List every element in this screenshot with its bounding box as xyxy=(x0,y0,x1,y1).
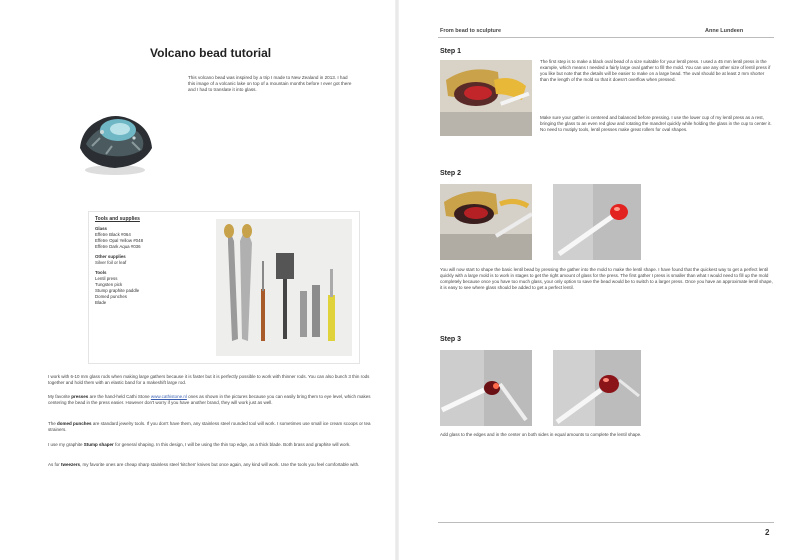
step-1-text-1: The first step is to make a black oval bead of a size suitable for your lentil press. I used a 45 mm lentil press in the example, which means I needed a fairly large oval gather to fill the mold. You can use any other size of lentil press if you like but note that the details will be easier to make on a large bead. The oval should be at least 2 mm shorter than the length of the mold so that it doesn't overflow when pressed. xyxy=(540,59,771,82)
header-rule xyxy=(438,37,774,38)
tool-item: Blade xyxy=(95,300,107,305)
text-span: are standard jewelry tools. If you don't have them, any stainless steel rounded tool will work. I sometimes use small ice cream scoops or tea strainers. xyxy=(48,421,371,432)
cathistone-link[interactable]: www.cathistone.nl xyxy=(150,394,187,399)
step-1-photo xyxy=(440,60,532,136)
step-3-label: Step 3 xyxy=(440,336,462,343)
glass-item: Effetre Opal Yellow #048 xyxy=(95,238,144,243)
step-1-label: Step 1 xyxy=(440,48,462,55)
step-2-photo-1 xyxy=(440,184,532,260)
text-span: As for xyxy=(48,462,60,467)
glass-item: Effetre Dark Aqua #036 xyxy=(95,244,141,249)
tool-item: Stump graphite paddle xyxy=(95,288,140,293)
tools-photo xyxy=(216,219,352,356)
text-span: I use my graphite xyxy=(48,442,83,447)
intro-paragraph: This volcano bead was inspired by a trip I made to New Zealand in 2013. I had this image of a volcanic lake on top of a mountain months before I ever got there and I had to translate it into glass. xyxy=(188,75,352,93)
other-supplies-heading: Other supplies xyxy=(95,254,126,259)
text-span: ones as shown in the pictures because you can easily bring them to eye level, which makes centering the bead in the press easier. However don't worry if you have another brand, they will work just as well. xyxy=(48,394,371,405)
glass-item: Effetre Black #064 xyxy=(95,232,131,237)
volcano-bead-photo xyxy=(72,98,158,178)
bold-presses: presses xyxy=(71,394,89,399)
tool-item: Tungsten pick xyxy=(95,282,123,287)
step-2-photo-2 xyxy=(553,184,641,260)
glass-heading: Glass xyxy=(95,226,107,231)
step-1-text-2: Make sure your gather is centered and balanced before pressing. I use the lower cup of my lentil press as a rest, bringing the glass to an even red glow and rotating the mandrel quickly while holding the glass in the cup to center it. No need to mutiply tools, lentil presses make great rollers for oval shapes. xyxy=(540,115,772,132)
text-span: , my favorite ones are cheap sharp stainless steel 'kitchen' knives but once again, any kind will work. Use the tools you feel comfortable with. xyxy=(80,462,360,467)
paragraph-punches xyxy=(48,421,373,433)
step-3-photo-2 xyxy=(553,350,641,426)
running-header-author: Anne Lundeen xyxy=(705,28,744,34)
step-2-text: You will now start to shape the basic lentil bead by pressing the gather into the mold to make the lentil shape. I have found that the quickest way to get a perfect lentil quickly with a large mold is to work in stages to get the right amount of glass for the press. The first gather I press is smaller than what I would need to fill up the mold completely because once you have too much glass, your only option to save the bead would be to switch to a larger press. Once you have an approximate lentil shape, it is easy to see where glass should be added to get a perfect lentil. xyxy=(440,267,773,290)
tools-and-supplies-box xyxy=(88,211,360,364)
footer-rule xyxy=(438,522,774,523)
tools-list xyxy=(95,216,210,306)
running-header-title: From bead to sculpture xyxy=(440,28,502,34)
text-span: My favorite xyxy=(48,394,71,399)
tutorial-title: Volcano bead tutorial xyxy=(150,46,272,60)
other-item: Silver foil or leaf xyxy=(95,260,127,265)
paragraph-presses xyxy=(48,394,373,406)
paragraph-tweezers xyxy=(48,462,373,468)
tools-heading: Tools and supplies xyxy=(95,216,140,222)
text-span: for general shaping. In this design, I will be using the thin top edge, as a thick blade. Both brass and graphite will work. xyxy=(115,442,351,447)
paragraph-stump xyxy=(48,442,373,448)
page-number: 2 xyxy=(765,528,770,537)
tool-item: Domed punches xyxy=(95,294,127,299)
text-span: are the hand-held Cathi Stone xyxy=(89,394,150,399)
step-3-photo-1 xyxy=(440,350,532,426)
bold-domed-punches: domed punches xyxy=(57,421,92,426)
bold-stump-shaper: Stump shaper xyxy=(83,442,114,447)
tool-item: Lentil press xyxy=(95,276,118,281)
paragraph-rods: I work with 6-10 mm glass rods when making large gathers because it is faster but it is perfectly possible to work with thinner rods. You can also bunch 3 thin rods together and hold them with an elastic band for a makeshift large rod. xyxy=(48,374,370,385)
step-3-text: Add glass to the edges and in the center on both sides in equal amounts to complete the lentil shape. xyxy=(440,432,642,437)
text-span: The xyxy=(48,421,56,426)
step-2-label: Step 2 xyxy=(440,170,462,177)
tools-subheading: Tools xyxy=(95,270,107,275)
bold-tweezers: tweezers xyxy=(61,462,81,467)
